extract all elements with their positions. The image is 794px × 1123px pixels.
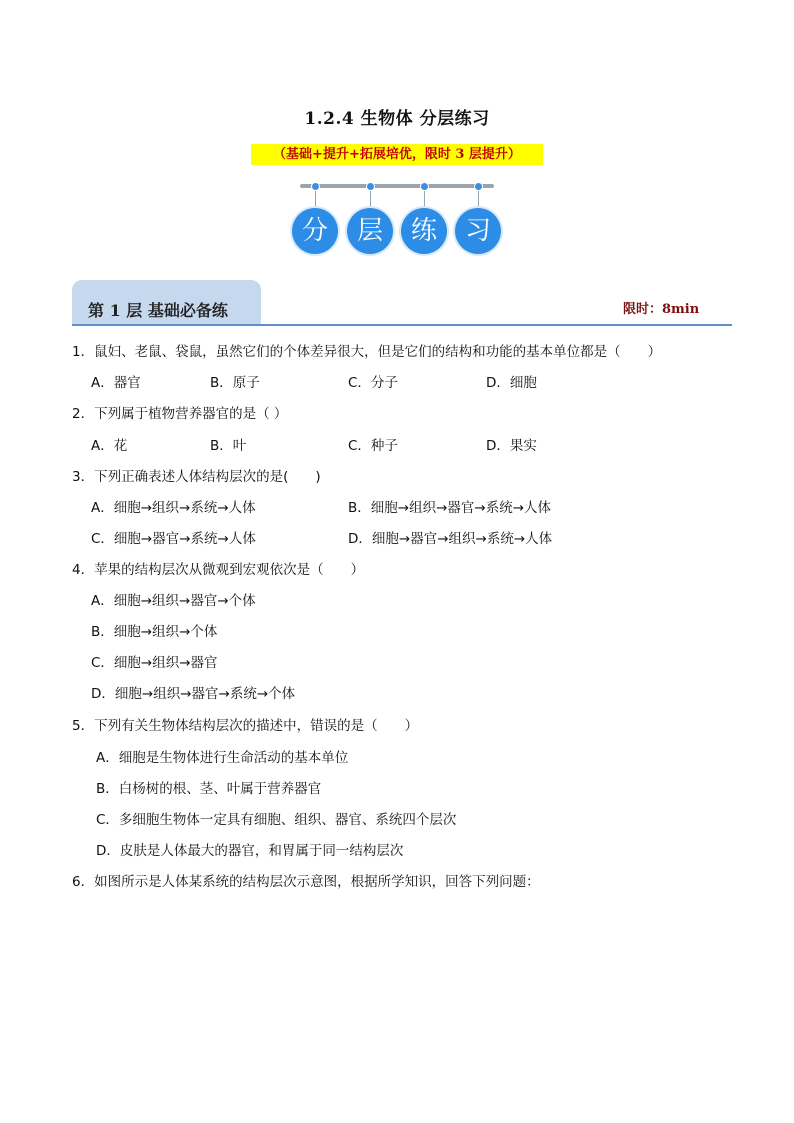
question-1-stem: 1．鼠妇、老鼠、袋鼠，虽然它们的个体差异很大，但是它们的结构和功能的基本单位都是（ ）	[72, 344, 662, 360]
badge-ceng: 层	[347, 208, 393, 254]
question-2-stem: 2．下列属于植物营养器官的是（ ）	[72, 406, 288, 422]
subtitle-banner: （基础+提升+拓展培优，限时 3 层提升）	[251, 144, 543, 165]
question-4-option-a: A．细胞→组织→器官→个体	[91, 593, 256, 609]
question-4-stem: 4．苹果的结构层次从微观到宏观依次是（ ）	[72, 562, 365, 578]
hanger-string	[424, 188, 425, 208]
hanger-bar	[300, 184, 494, 188]
page-title: 1.2.4 生物体 分层练习	[304, 109, 490, 129]
time-limit: 限时：8min	[623, 302, 700, 317]
hanger-string	[315, 188, 316, 208]
question-4-option-c: C．细胞→组织→器官	[91, 655, 218, 671]
question-5-option-a: A．细胞是生物体进行生命活动的基本单位	[96, 750, 349, 766]
question-2-option-b: B．叶	[210, 438, 247, 454]
hanger-dot	[311, 182, 320, 191]
question-4-option-b: B．细胞→组织→个体	[91, 624, 218, 640]
question-3-option-a: A．细胞→组织→系统→人体	[91, 500, 256, 516]
question-4-option-d: D．细胞→组织→器官→系统→个体	[91, 686, 296, 702]
hanger-dot	[474, 182, 483, 191]
question-2-option-d: D．果实	[486, 438, 537, 454]
section-title: 第 1 层 基础必备练	[88, 301, 228, 320]
question-3-stem: 3．下列正确表述人体结构层次的是( )	[72, 469, 321, 485]
question-2-option-c: C．种子	[348, 438, 398, 454]
hanger-string	[478, 188, 479, 208]
badge-fen: 分	[292, 208, 338, 254]
question-5-option-b: B．白杨树的根、茎、叶属于营养器官	[96, 781, 322, 797]
badge-xi: 习	[455, 208, 501, 254]
question-3-option-c: C．细胞→器官→系统→人体	[91, 531, 256, 547]
question-2-option-a: A．花	[91, 438, 128, 454]
question-6-stem: 6．如图所示是人体某系统的结构层次示意图，根据所学知识，回答下列问题：	[72, 874, 540, 890]
badge-lian: 练	[401, 208, 447, 254]
question-3-option-b: B．细胞→组织→器官→系统→人体	[348, 500, 552, 516]
question-1-option-c: C．分子	[348, 375, 398, 391]
question-1-option-b: B．原子	[210, 375, 260, 391]
question-5-stem: 5．下列有关生物体结构层次的描述中，错误的是（ ）	[72, 718, 419, 734]
question-3-option-d: D．细胞→器官→组织→系统→人体	[348, 531, 553, 547]
hanger-string	[370, 188, 371, 208]
hanger-dot	[420, 182, 429, 191]
section-divider	[72, 324, 732, 326]
question-5-option-d: D．皮肤是人体最大的器官，和胃属于同一结构层次	[96, 843, 404, 859]
question-1-option-d: D．细胞	[486, 375, 537, 391]
question-1-option-a: A．器官	[91, 375, 141, 391]
question-5-option-c: C．多细胞生物体一定具有细胞、组织、器官、系统四个层次	[96, 812, 457, 828]
hanger-dot	[366, 182, 375, 191]
